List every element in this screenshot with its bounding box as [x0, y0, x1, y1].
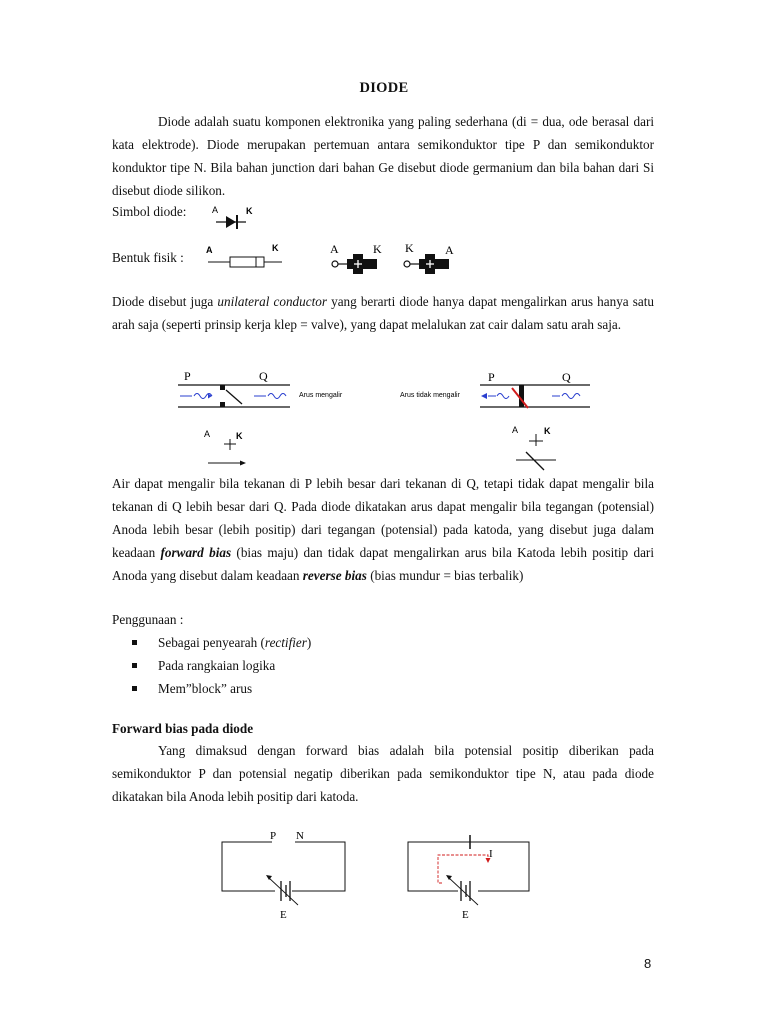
physical-cathode-label: K: [272, 243, 279, 253]
valve-left-p-label: P: [184, 369, 191, 383]
valve-left-cathode: K: [236, 431, 243, 441]
circuit-left-e-label: E: [280, 909, 287, 921]
stud-diode-2-icon: [404, 254, 449, 274]
physical-label: Bentuk fisik :: [112, 250, 184, 265]
noflow-label: Arus tidak mengalir: [400, 392, 460, 399]
valve-blocked-diagram: [400, 370, 590, 408]
unilateral-italic: unilateral conductor: [217, 294, 327, 309]
explanation-part2: (bias maju) dan tidak dapat mengalirkan arus bila Katoda lebih positip dari Anoda yang disebut dalam keadaan: [112, 545, 654, 583]
valve-open-diagram: [178, 369, 343, 407]
usage-item: Sebagai penyearah (rectifier): [132, 631, 311, 654]
valve-open-symbol: [204, 429, 246, 466]
forward-bias-paragraph: [112, 739, 654, 808]
circuit-left: [222, 830, 345, 921]
symbol-label: Simbol diode:: [112, 204, 187, 219]
flow-label: Arus mengalir: [299, 392, 343, 399]
circuit-p-label: P: [270, 830, 277, 842]
valve-diagrams: [170, 364, 620, 474]
page-number: 8: [644, 956, 652, 971]
usage-label: Penggunaan :: [112, 612, 184, 627]
explanation-paragraph: [112, 472, 654, 587]
stud1-cathode-label: K: [373, 242, 382, 256]
intro-text: Diode adalah suatu komponen elektronika yang paling sederhana (di = dua, ode berasal dari kata elektrode). Diode merupakan pertemuan antara semikonduktor tipe P dan semikonduktor konduktor tipe N. Bila bahan junction dari bahan Ge disebut diode germanium dan bila bahan dari Si disebut diode silikon.: [112, 114, 654, 198]
valve-blocked-symbol: [512, 425, 556, 470]
reverse-bias-term: reverse bias: [302, 568, 367, 583]
explanation-part1: Air dapat mengalir bila tekanan di P lebih besar dari tekanan di Q, tetapi tidak dapat mengalir bila tekanan di Q lebih besar dari Q. Pada diode dikatakan arus dapat mengalir bila tegangan (potensial) Anoda lebih besar (lebih positip) dari tegangan (potensial) pada katoda, yang disebut juga dalam keadaan: [112, 476, 654, 560]
stud2-cathode-label: K: [405, 241, 414, 255]
circuit-right-e-label: E: [462, 909, 469, 921]
forward-bias-text: Yang dimaksud dengan forward bias adalah bila potensial positip diberikan pada semikonduktor P dan potensial negatip diberikan pada semikonduktor tipe N, atau pada diode dikatakan bila Anoda lebih positip dari katoda.: [112, 743, 654, 804]
stud-diode-1-icon: [332, 254, 377, 274]
intro-paragraph: [112, 110, 654, 202]
explanation-part3: (bias mundur = bias terbalik): [366, 568, 524, 583]
valve-left-q-label: Q: [259, 369, 268, 383]
unilateral-prefix: Diode disebut juga: [112, 294, 218, 309]
valve-left-anode: A: [204, 429, 211, 439]
page-title: DIODE: [359, 80, 409, 96]
usage-item: Mem”block” arus: [132, 677, 311, 700]
symbol-cathode-label: K: [246, 206, 253, 216]
physical-forms: [200, 238, 460, 278]
unilateral-suffix: yang berarti diode hanya dapat mengalirkan arus hanya satu arah saja (seperti prinsip kerja klep = valve), yang dapat melalukan zat cair dalam satu arah saja.: [112, 294, 654, 332]
forward-bias-heading: Forward bias pada diode: [112, 721, 254, 736]
circuit-right: [408, 835, 529, 921]
circuit-n-label: N: [296, 830, 304, 842]
valve-right-q-label: Q: [562, 370, 571, 384]
forward-bias-term: forward bias: [160, 545, 232, 560]
stud2-anode-label: A: [445, 243, 454, 257]
usage-list: [132, 631, 311, 700]
valve-right-cathode: K: [544, 426, 551, 436]
usage-item: Pada rangkaian logika: [132, 654, 311, 677]
valve-right-anode: A: [512, 425, 519, 435]
circuit-diagrams: [220, 825, 540, 925]
circuit-i-label: I: [489, 848, 493, 860]
stud1-anode-label: A: [330, 242, 339, 256]
symbol-anode-label: A: [212, 205, 219, 215]
physical-anode-label: A: [206, 245, 213, 255]
valve-right-p-label: P: [488, 370, 495, 384]
unilateral-paragraph: [112, 290, 654, 336]
diode-symbol: [200, 202, 260, 232]
